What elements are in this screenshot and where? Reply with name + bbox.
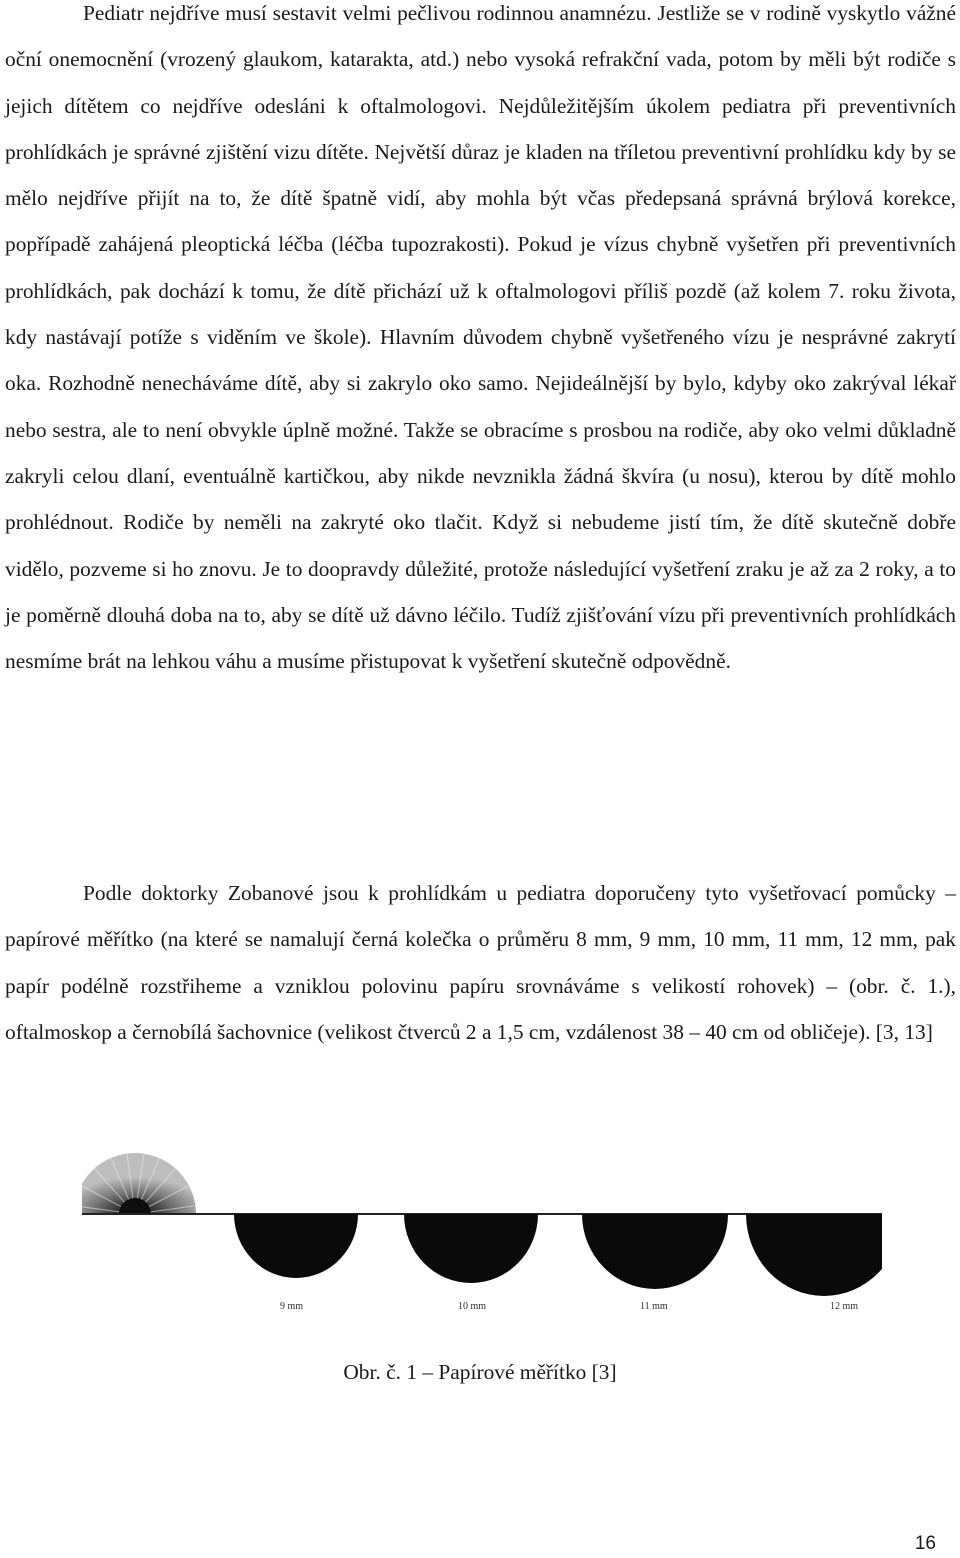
paragraph-family-anamnesis: Pediatr nejdříve musí sestavit velmi pečlivou rodinnou anamnézu. Jestliže se v rodině vyskytlo vážné oční onemocnění (vrozený glaukom, katarakta, atd.) nebo vysoká refrakční vada, potom by měli být rodiče s jejich dítětem co nejdříve odesláni k oftalmologovi. Nejdůležitějším úkolem pediatra při preventivních prohlídkách je správné zjištění vizu dítěte. Největší důraz je kladen na tříletou preventivní prohlídku kdy by se mělo nejdříve přijít na to, že dítě špatně vidí, aby mohla být včas předepsaná správná brýlová korekce, popřípadě zahájená pleoptická léčba (léčba tupozrakosti). Pokud je vízus chybně vyšetřen při preventivních prohlídkách, pak dochází k tomu, že dítě přichází už k oftalmologovi příliš pozdě (až kolem 7. roku života, kdy nastávají potíže s viděním ve škole). Hlavním důvodem chybně vyšetřeného vízu je nesprávné zakrytí oka. Rozhodně nenecháváme dítě, aby si zakrylo oko samo. Nejideálnější by bylo, kdyby oko zakrýval lékař nebo sestra, ale to není obvykle úplně možné. Takže se obracíme s prosbou na rodiče, aby oko velmi důkladně zakryli celou dlaní, eventuálně kartičkou, aby nikde nevznikla žádná škvíra (u nosu), kterou by dítě mohlo prohlédnout. Rodiče by neměli na zakryté oko tlačit. Když si nebudeme jistí tím, že dítě skutečně dobře vidělo, pozveme si ho znovu. Je to doopravdy důležité, protože následující vyšetření zraku je až za 2 roky, a to je poměrně dlouhá doba na to, aby se dítě už dávno léčilo. Tudíž zjišťování vízu při preventivních prohlídkách nesmíme brát na lehkou váhu a musíme přistupovat k vyšetření skutečně odpovědně. [5,1,956,674]
circle-12mm [746,1214,882,1296]
circle-11mm [582,1214,728,1289]
page-number: 16 [914,1533,936,1554]
label-10mm: 10 mm [458,1301,487,1312]
paper-ruler-image [82,1146,882,1328]
label-9mm: 9 mm [280,1301,304,1312]
label-11mm: 11 mm [640,1301,668,1312]
circle-10mm [404,1214,538,1283]
paragraph-examination-tools: Podle doktorky Zobanové jsou k prohlídkám u pediatra doporučeny tyto vyšetřovací pomůcky – papírové měřítko (na které se namalují černá kolečka o průměru 8 mm, 9 mm, 10 mm, 11 mm, 12 mm, pak papír podélně rozstřiheme a vzniklou polovinu papíru srovnáváme s velikostí rohovek) – (obr. č. 1.), oftalmoskop a černobílá šachovnice (velikost čtverců 2 a 1,5 cm, vzdálenost 38 – 40 cm od obličeje). [3, 13] [5,881,956,1044]
eye-iris-sample [82,1153,196,1214]
figure-caption: Obr. č. 1 – Papírové měřítko [3] [343,1360,617,1384]
circle-9mm [234,1214,358,1278]
paper-ruler-figure [82,1146,882,1328]
label-12mm: 12 mm [830,1301,859,1312]
